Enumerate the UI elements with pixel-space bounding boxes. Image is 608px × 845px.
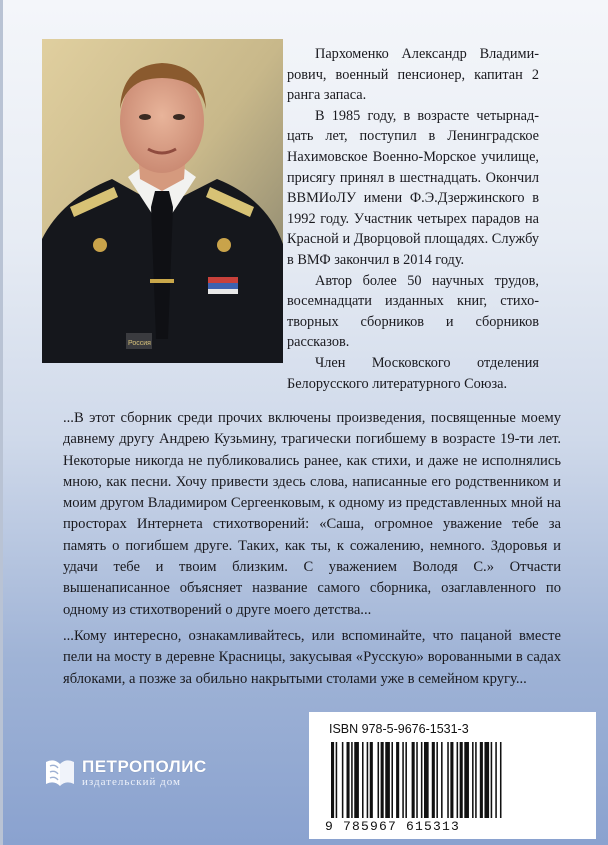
bio-paragraph: Автор более 50 научных трудов, восемнадцати изданных книг, стихотворных сборников и сборников рассказов. xyxy=(287,272,539,351)
isbn-barcode-panel xyxy=(309,712,596,839)
barcode-digits: 9 785967 615313 xyxy=(325,819,461,834)
barcode-graphic xyxy=(331,742,577,818)
publisher-subtitle: издательский дом xyxy=(82,776,182,788)
excerpt-paragraph: ...Кому интересно, ознакамливайтесь, или вспоминайте, что пацаной вместе пели на мосту в деревне Красницы, закусывая «Русскую» ворованными в садах яблоками, а позже за обильно накрытыми столами уже в семейном кругу... xyxy=(63,628,561,687)
excerpt-paragraph: ...В этот сборник среди прочих включены произведения, посвященные моему давнему другу Андрею Кузьмину, трагически погибшему в возрасте 19-ти лет. Некоторые никогда не публиковались ранее, как стихи, и даже не исполнялись мною, как песни. Хочу привести здесь слова, написанные его родственником и моим другом Владимиром Сергеенковым, к одному из представленных мной на просторах Интернета стихотворений: «Саша, огромное уважение тебе за память о погибшем друге. Таких, как ты, к сожалению, немного. Здоровья и удачи тебе и твоим близким. С уважением Володя С.» Отчасти вышенаписанное объясняет название самого сборника, озаглавленного по одному из стихотворений о друге моего детства... xyxy=(63,410,561,618)
author-bio xyxy=(287,44,539,394)
author-portrait-drawing xyxy=(42,39,283,363)
publisher-logo xyxy=(42,756,212,792)
bio-paragraph: Член Московского отделения Белорусского литературного Союза. xyxy=(287,354,539,392)
isbn-number: ISBN 978-5-9676-1531-3 xyxy=(329,722,469,736)
publisher-name: ПЕТРОПОЛИС xyxy=(82,757,207,776)
author-photo xyxy=(42,39,283,363)
bio-paragraph: В 1985 году, в возрасте четырнадцать лет, поступил в Ленинградское Нахимовское Военно-Морское училище, присягу принял в шестнадцать. Окончил ВВМИоЛУ имени Ф.Э.Дзержинского в 1992 году. Участник четырех парадов на Красной и Дворцовой площадях. Службу в ВМФ закончил в 2014 году. xyxy=(287,107,539,268)
photo-badge-text: Россия xyxy=(128,340,151,347)
bio-paragraph: Пархоменко Александр Владимирович, военный пенсионер, капитан 2 ранга запаса. xyxy=(287,46,539,104)
book-pages-icon xyxy=(42,756,78,795)
